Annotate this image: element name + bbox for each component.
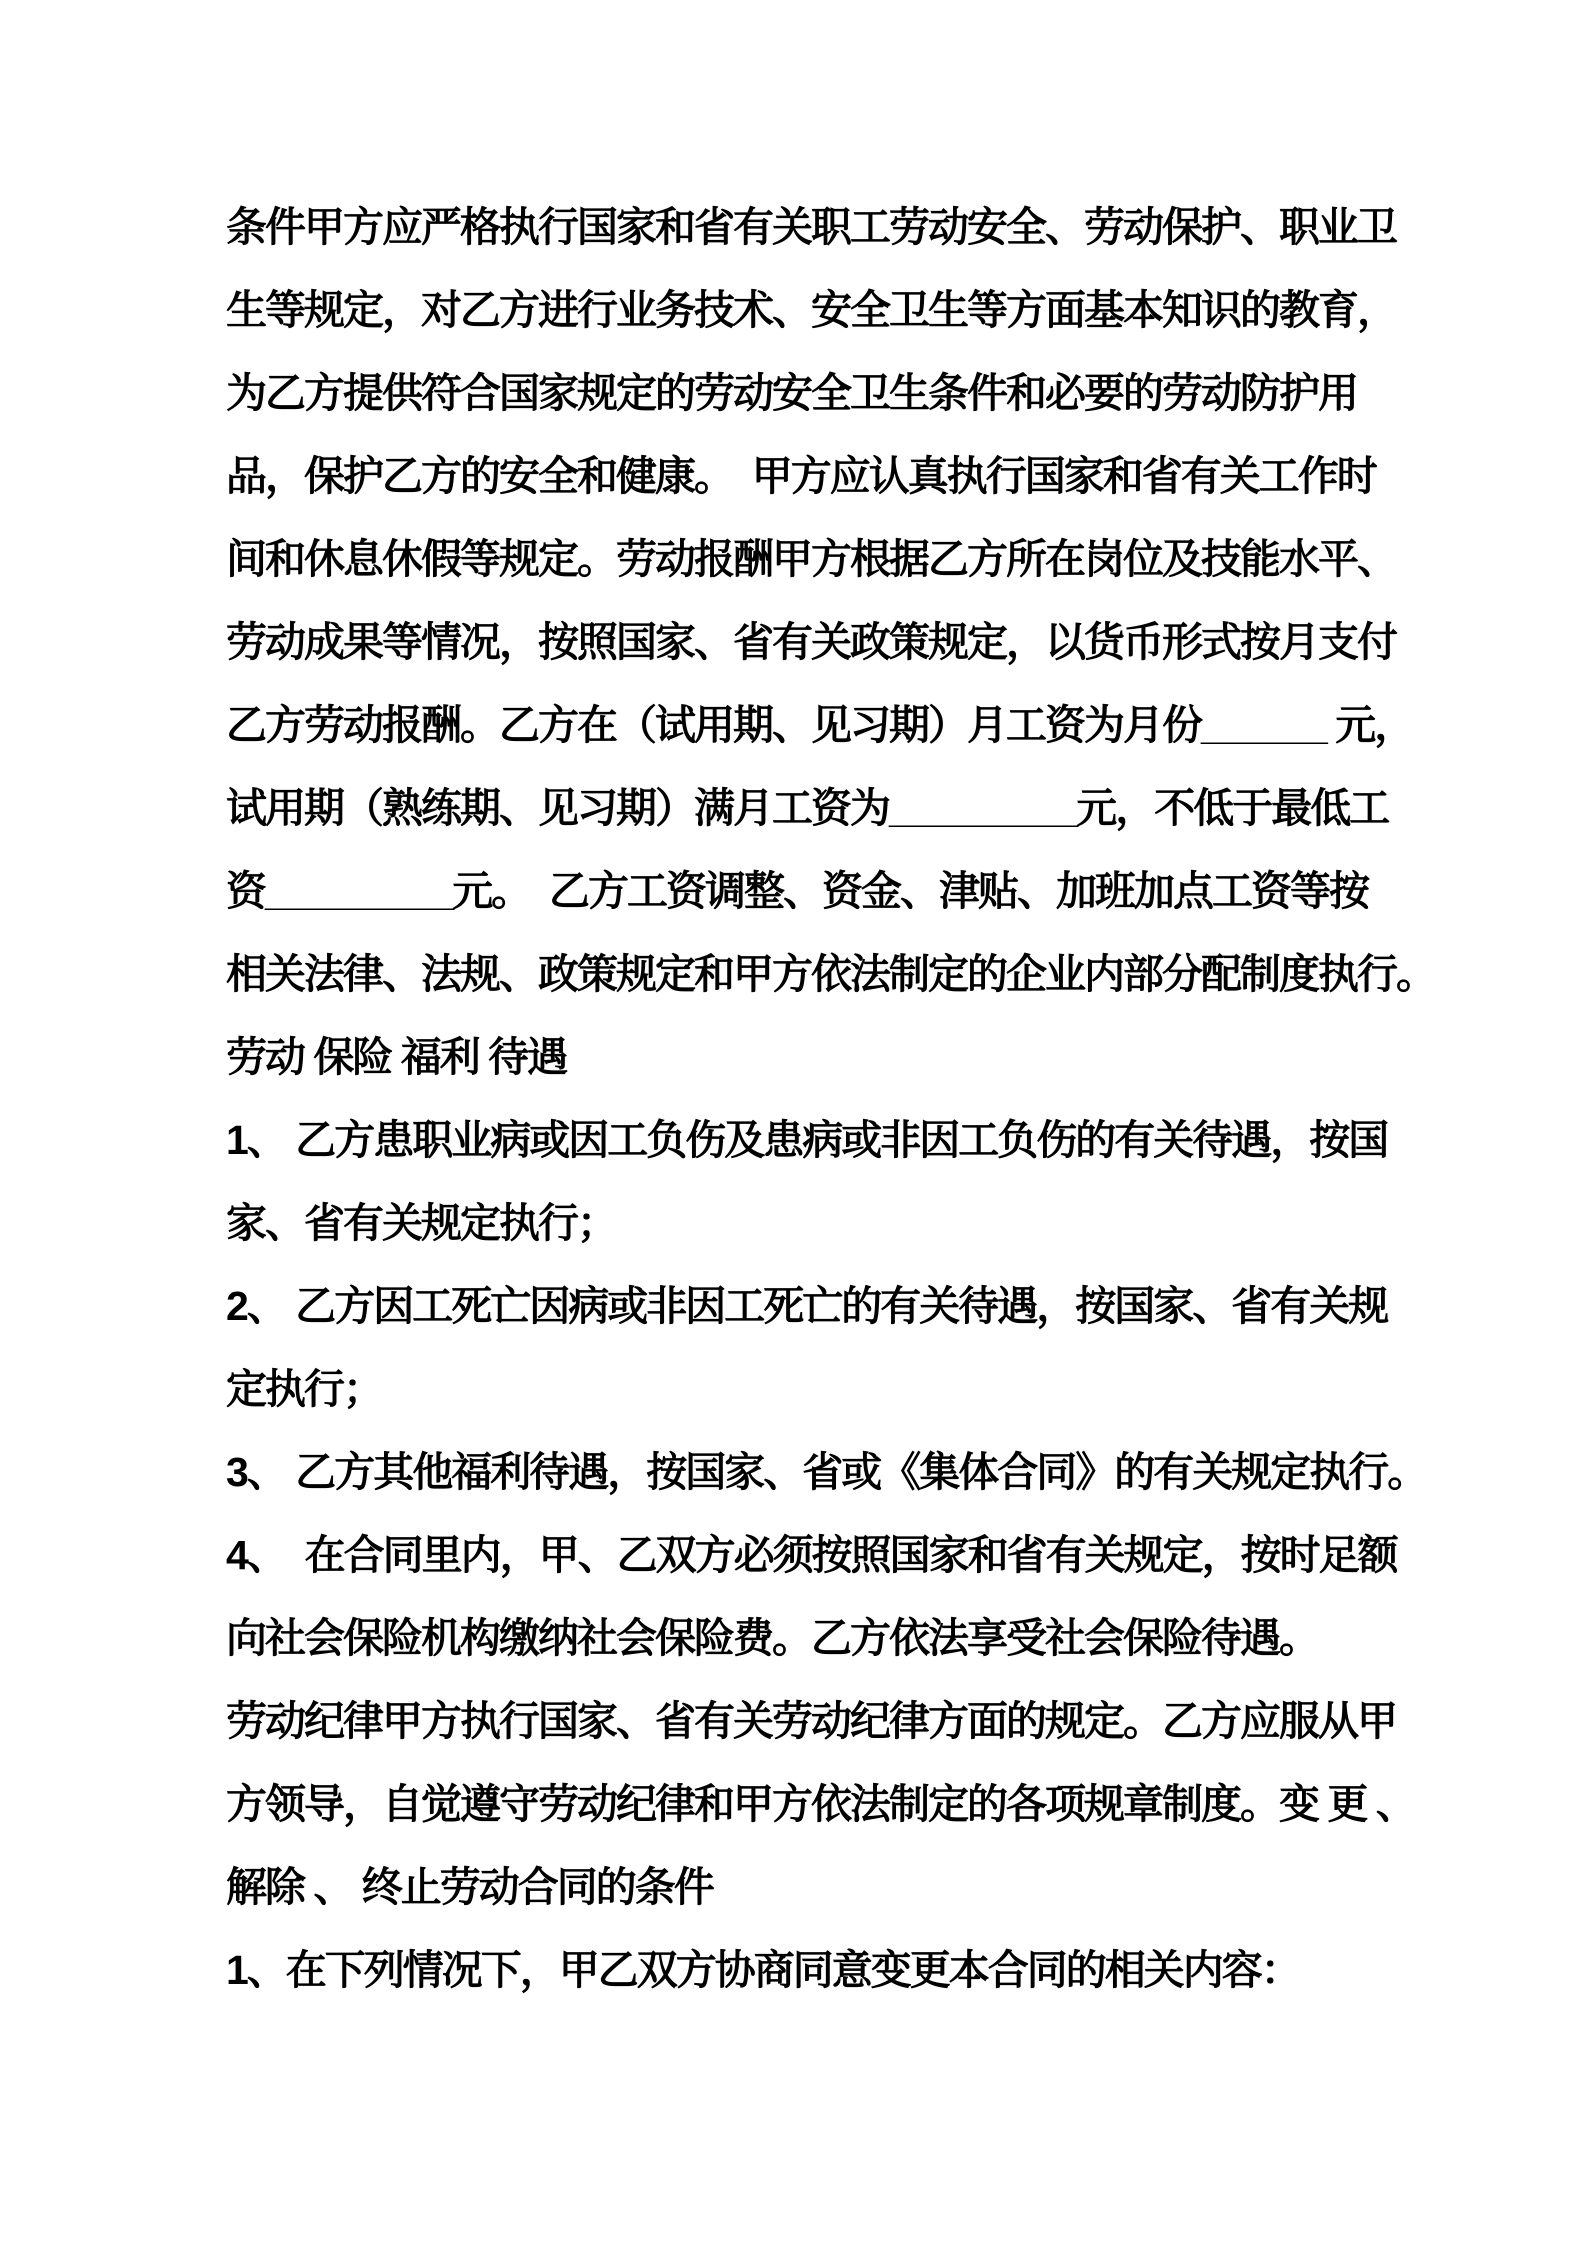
contract-text-line: 间和休息休假等规定。劳动报酬甲方根据乙方所在岗位及技能水平、 [226, 536, 1396, 582]
contract-list-item-4: 4、 在合同里内，甲、乙双方必须按照国家和省有关规定，按时足额 [226, 1532, 1397, 1578]
contract-section-heading-welfare: 劳动 保险 福利 待遇 [226, 1034, 567, 1080]
contract-text-line: 家、省有关规定执行； [226, 1200, 616, 1246]
contract-text-line-wage-blank: 试用期（熟练期、见习期）满月工资为_________元，不低于最低工 [226, 785, 1389, 831]
contract-text-line: 劳动成果等情况，按照国家、省有关政策规定，以货币形式按月支付 [226, 619, 1396, 665]
contract-list-item-1: 1、 乙方患职业病或因工负伤及患病或非因工负伤的有关待遇，按国 [226, 1117, 1388, 1163]
contract-text-line: 定执行； [226, 1366, 382, 1412]
contract-text-line: 条件甲方应严格执行国家和省有关职工劳动安全、劳动保护、职业卫 [226, 204, 1396, 250]
contract-text-line: 劳动纪律甲方执行国家、省有关劳动纪律方面的规定。乙方应服从甲 [226, 1698, 1396, 1744]
contract-text-block [226, 186, 1466, 2012]
contract-text-line: 向社会保险机构缴纳社会保险费。乙方依法享受社会保险待遇。 [226, 1615, 1318, 1661]
contract-text-line-wage-blank: 资_________元。 乙方工资调整、资金、津贴、加班加点工资等按 [226, 868, 1368, 914]
contract-section-heading-termination: 解除 、 终止劳动合同的条件 [226, 1864, 713, 1910]
contract-text-line: 品，保护乙方的安全和健康。 甲方应认真执行国家和省有关工作时 [226, 453, 1376, 499]
contract-list-item-3: 3、 乙方其他福利待遇，按国家、省或《集体合同》的有关规定执行。 [226, 1449, 1427, 1495]
contract-text-line: 方领导，自觉遵守劳动纪律和甲方依法制定的各项规章制度。变 更 、 [226, 1781, 1415, 1827]
contract-list-item-change-1: 1、在下列情况下，甲乙双方协商同意变更本合同的相关内容： [226, 1947, 1300, 1993]
contract-text-line: 为乙方提供符合国家规定的劳动安全卫生条件和必要的劳动防护用 [226, 370, 1357, 416]
contract-text-line-wage-blank: 乙方劳动报酬。乙方在（试用期、见习期）月工资为月份______ 元， [226, 702, 1414, 748]
contract-text-line: 生等规定，对乙方进行业务技术、安全卫生等方面基本知识的教育， [226, 287, 1396, 333]
contract-text-line: 相关法律、法规、政策规定和甲方依法制定的企业内部分配制度执行。 [226, 951, 1435, 997]
contract-list-item-2: 2、 乙方因工死亡因病或非因工死亡的有关待遇，按国家、省有关规 [226, 1283, 1388, 1329]
